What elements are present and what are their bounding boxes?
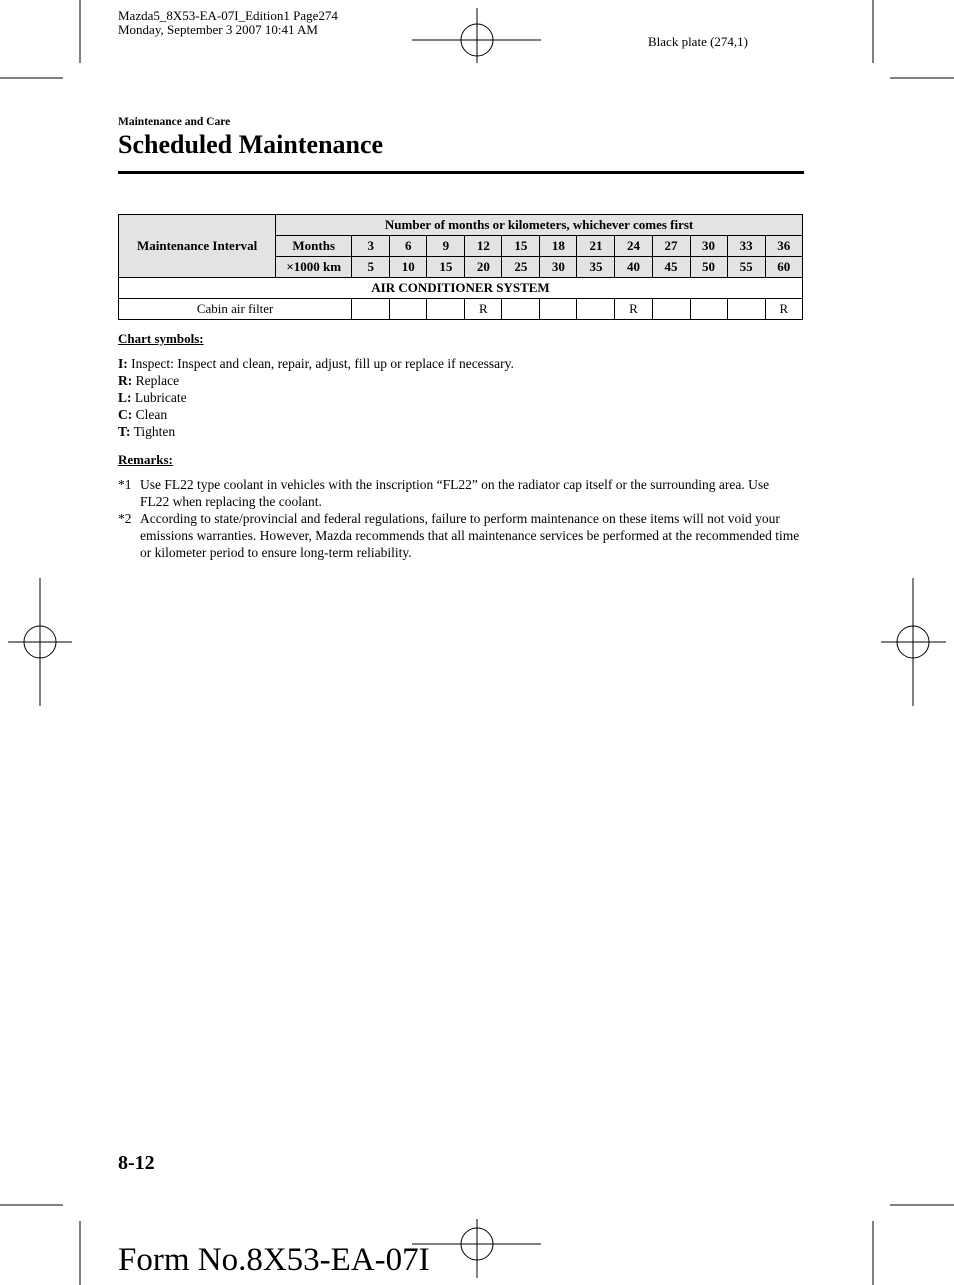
symbol-key: R: [118, 373, 133, 388]
km-cell: 60 [765, 257, 802, 278]
symbol-key: C: [118, 407, 133, 422]
months-cell: 12 [465, 236, 502, 257]
item-label: Cabin air filter [119, 299, 352, 320]
item-cell [577, 299, 615, 320]
symbol-entry [118, 390, 187, 406]
symbol-entry [118, 407, 167, 423]
black-plate-label: Black plate (274,1) [648, 34, 748, 49]
months-cell: 9 [427, 236, 465, 257]
item-cell: R [615, 299, 652, 320]
item-cell [352, 299, 390, 320]
months-cell: 18 [540, 236, 577, 257]
remark-entry [118, 510, 798, 561]
item-cell: R [465, 299, 502, 320]
item-cell [390, 299, 427, 320]
item-cell [652, 299, 690, 320]
maintenance-interval-header: Maintenance Interval [119, 215, 276, 278]
maintenance-schedule-table [118, 214, 803, 320]
km-cell: 45 [652, 257, 690, 278]
symbol-text: Replace [132, 373, 180, 388]
months-cell: 33 [727, 236, 765, 257]
print-header-line1: Mazda5_8X53-EA-07I_Edition1 Page274 [118, 8, 338, 23]
remark-text: Use FL22 type coolant in vehicles with the inscription “FL22” on the radiator cap itself or the surrounding area. Use FL22 when replacing the coolant. [140, 477, 770, 509]
symbol-entry [118, 356, 514, 372]
km-cell: 10 [390, 257, 427, 278]
months-cell: 24 [615, 236, 652, 257]
chart-symbols-title: Chart symbols: [118, 331, 204, 346]
symbol-key: L: [118, 390, 132, 405]
symbol-text: Tighten [130, 424, 176, 439]
symbol-entry [118, 373, 179, 389]
form-number: Form No.8X53-EA-07I [118, 1242, 430, 1278]
page-number: 8-12 [118, 1152, 155, 1174]
symbol-text: Clean [132, 407, 168, 422]
remark-entry [118, 476, 798, 510]
months-cell: 3 [352, 236, 390, 257]
km-cell: 50 [690, 257, 727, 278]
months-label: Months [276, 236, 352, 257]
months-cell: 21 [577, 236, 615, 257]
months-cell: 15 [502, 236, 540, 257]
title-rule [118, 171, 804, 174]
remark-text: According to state/provincial and federal regulations, failure to perform maintenance on these items will not void your emissions warranties. However, Mazda recommends that all maintenance services be performed at the recommended time or kilometer period to ensure long-term reliability. [140, 511, 800, 560]
section-label: Maintenance and Care [118, 116, 231, 128]
km-cell: 5 [352, 257, 390, 278]
months-cell: 27 [652, 236, 690, 257]
item-cell: R [765, 299, 802, 320]
km-cell: 15 [427, 257, 465, 278]
km-label: ×1000 km [276, 257, 352, 278]
system-row-heading: AIR CONDITIONER SYSTEM [119, 278, 803, 299]
item-cell [690, 299, 727, 320]
print-header-line2: Monday, September 3 2007 10:41 AM [118, 22, 318, 37]
months-cell: 36 [765, 236, 802, 257]
months-cell: 6 [390, 236, 427, 257]
item-cell [502, 299, 540, 320]
km-cell: 25 [502, 257, 540, 278]
item-cell [540, 299, 577, 320]
km-cell: 40 [615, 257, 652, 278]
remarks-title: Remarks: [118, 452, 173, 467]
page-title: Scheduled Maintenance [118, 130, 384, 159]
item-cell [727, 299, 765, 320]
km-cell: 20 [465, 257, 502, 278]
km-cell: 30 [540, 257, 577, 278]
symbol-key: T: [118, 424, 131, 439]
km-cell: 35 [577, 257, 615, 278]
symbol-text: Inspect: Inspect and clean, repair, adjust, fill up or replace if necessary. [127, 356, 514, 371]
km-cell: 55 [727, 257, 765, 278]
interval-span-header: Number of months or kilometers, whichever comes first [276, 215, 803, 236]
remark-number: *1 [118, 477, 132, 492]
symbol-entry [118, 424, 175, 440]
symbol-key: I: [118, 356, 128, 371]
symbol-text: Lubricate [131, 390, 187, 405]
item-cell [427, 299, 465, 320]
months-cell: 30 [690, 236, 727, 257]
remark-number: *2 [118, 511, 132, 526]
